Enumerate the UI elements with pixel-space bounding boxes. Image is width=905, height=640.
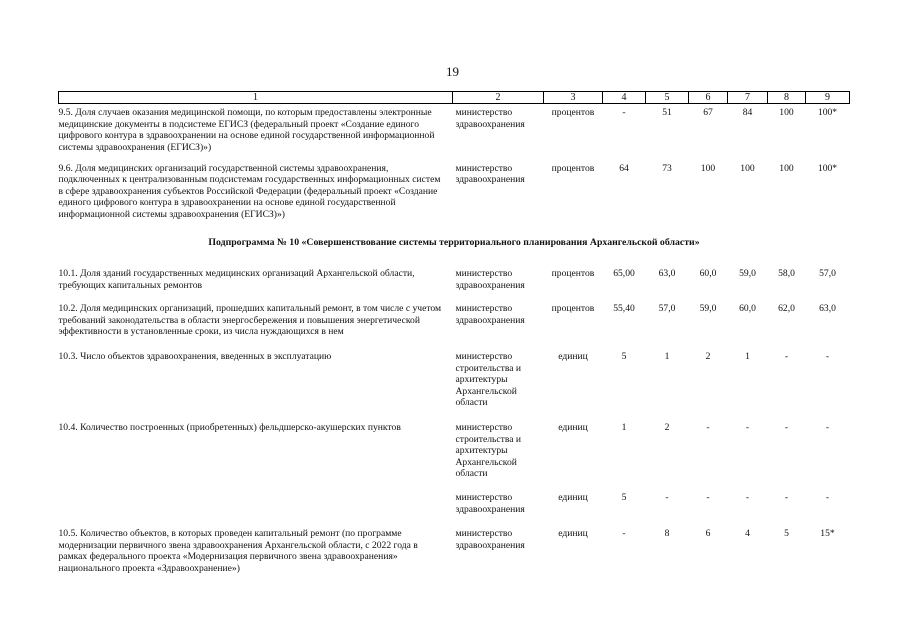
indicator-description: 10.4. Количество построенных (приобретенных) фельдшерско-акушерских пунктов (58, 422, 401, 434)
indicators-table (58, 91, 850, 578)
column-number: 7 (728, 92, 768, 104)
indicator-description (59, 492, 453, 528)
indicator-value: 64 (619, 162, 629, 174)
indicator-value: 15* (820, 528, 835, 540)
responsible-organization: министерство здравоохранения (455, 303, 525, 326)
unit-of-measure: процентов (551, 303, 595, 315)
indicator-value: - (784, 492, 789, 504)
indicator-value: 4 (745, 528, 750, 540)
unit-of-measure: процентов (551, 107, 595, 118)
column-number: 4 (603, 92, 646, 104)
page-number: 19 (446, 64, 459, 79)
indicator-value: 60,0 (699, 268, 717, 280)
indicator-value: 51 (662, 107, 672, 118)
unit-of-measure: единиц (558, 351, 588, 363)
indicator-description: 10.2. Доля медицинских организаций, прошедших капитальный ремонт, в том числе с учетом требований законодательства в области энергосбережения и повышения энергетической эффективности в установленные сроки, из числа нуждающихся в нем (58, 303, 442, 338)
table-row (59, 422, 850, 492)
table-row (59, 163, 850, 227)
indicator-value: 73 (662, 162, 672, 174)
column-number: 5 (646, 92, 689, 104)
indicator-description: 10.5. Количество объектов, в которых проведен капитальный ремонт (по программе модернизации первичного звена здравоохранения Архангельской области, с 2022 года в рамках федерального проекта «Модернизация первичного звена здравоохранения» национального проекта «Здравоохранение») (58, 528, 418, 574)
indicator-value: 65,00 (613, 268, 635, 280)
indicator-description: 9.6. Доля медицинских организаций государственной системы здравоохранения, подключенных к централизованным подсистемам государственных информационных систем в сфере здравоохранения субъектов Российской Федерации (федеральный проект «Создание единого цифрового контура в здравоохранении на основе единой государственной информационной системы здравоохранения (ЕГИСЗ)») (58, 162, 441, 220)
column-number-row (59, 92, 850, 104)
indicator-description: 9.5. Доля случаев оказания медицинской помощи, по которым предоставлены электронные медицинские документы в подсистеме ЕГИСЗ (федеральный проект «Создание единого цифрового контура в здравоохранении на основе единой государственной информационной системы здравоохранения (ЕГИСЗ)») (58, 107, 435, 153)
unit-of-measure: процентов (551, 268, 595, 280)
unit-of-measure: процентов (551, 162, 595, 174)
responsible-organization: министерство строительства и архитектуры Архангельской области (455, 422, 522, 480)
column-number: 8 (768, 92, 806, 104)
unit-of-measure: единиц (558, 528, 588, 540)
indicator-value: 58,0 (778, 268, 795, 280)
indicator-value: - (706, 422, 710, 434)
indicator-value: 63,0 (819, 303, 836, 315)
subprogram-heading-row (59, 227, 850, 269)
column-number: 1 (59, 92, 453, 104)
indicator-value: 5 (784, 528, 789, 540)
indicator-value: - (745, 492, 750, 504)
indicator-value: - (706, 492, 710, 504)
table-row (59, 104, 850, 163)
indicator-value: 100 (779, 162, 794, 174)
indicator-value: 100* (817, 107, 838, 118)
indicator-description: 10.1. Доля зданий государственных медицинских организаций Архангельской области, требующих капитальных ремонтов (58, 268, 415, 291)
column-number: 9 (806, 92, 850, 104)
indicator-value: 84 (742, 107, 753, 118)
indicator-value: - (825, 351, 830, 363)
indicator-value: 5 (621, 492, 627, 504)
table-row (59, 492, 850, 528)
indicator-value: - (745, 422, 750, 434)
subprogram-title: Подпрограмма № 10 «Совершенствование системы территориального планирования Архангельской области» (208, 236, 700, 248)
indicator-value: 2 (705, 351, 711, 363)
indicator-value: - (784, 422, 789, 434)
responsible-organization: министерство здравоохранения (455, 268, 525, 291)
indicator-value: 57,0 (658, 303, 676, 315)
table-row (59, 351, 850, 422)
indicator-value: 62,0 (778, 303, 795, 315)
indicator-value: 60,0 (739, 303, 756, 315)
column-number: 3 (544, 92, 603, 104)
indicator-value: 2 (664, 422, 670, 434)
indicator-value: 8 (664, 528, 670, 540)
indicator-value: 100 (700, 162, 716, 174)
indicator-value: - (622, 528, 626, 540)
indicator-value: 57,0 (819, 268, 836, 280)
responsible-organization: министерство здравоохранения (455, 162, 525, 186)
indicator-value: - (825, 422, 830, 434)
indicator-value: 63,0 (658, 268, 676, 280)
table-row (59, 303, 850, 351)
table-row (59, 528, 850, 578)
indicator-value: - (784, 351, 789, 363)
responsible-organization: министерство здравоохранения (455, 492, 525, 515)
unit-of-measure: единиц (558, 492, 588, 504)
indicator-value: 1 (621, 422, 627, 434)
column-number: 2 (453, 92, 544, 104)
indicator-value: 67 (703, 107, 713, 118)
indicator-value: 5 (621, 351, 627, 363)
indicator-value: - (825, 492, 830, 504)
indicator-value: 100 (740, 162, 755, 174)
indicator-value: 1 (745, 351, 750, 363)
indicator-description: 10.3. Число объектов здравоохранения, введенных в эксплуатацию (58, 351, 332, 363)
indicator-value: 59,0 (699, 303, 717, 315)
indicator-value: - (665, 492, 669, 504)
indicator-value: - (622, 107, 626, 118)
responsible-organization: министерство здравоохранения (455, 107, 525, 130)
responsible-organization: министерство строительства и архитектуры Архангельской области (455, 351, 522, 409)
indicator-value: 100* (817, 162, 838, 174)
column-number: 6 (689, 92, 728, 104)
indicator-value: 6 (705, 528, 711, 540)
indicator-value: 59,0 (739, 268, 756, 280)
unit-of-measure: единиц (558, 422, 588, 434)
indicator-value: 1 (664, 351, 670, 363)
indicator-value: 55,40 (613, 303, 635, 315)
indicator-value: 100 (779, 107, 794, 118)
responsible-organization: министерство здравоохранения (455, 528, 525, 551)
table-row (59, 268, 850, 303)
